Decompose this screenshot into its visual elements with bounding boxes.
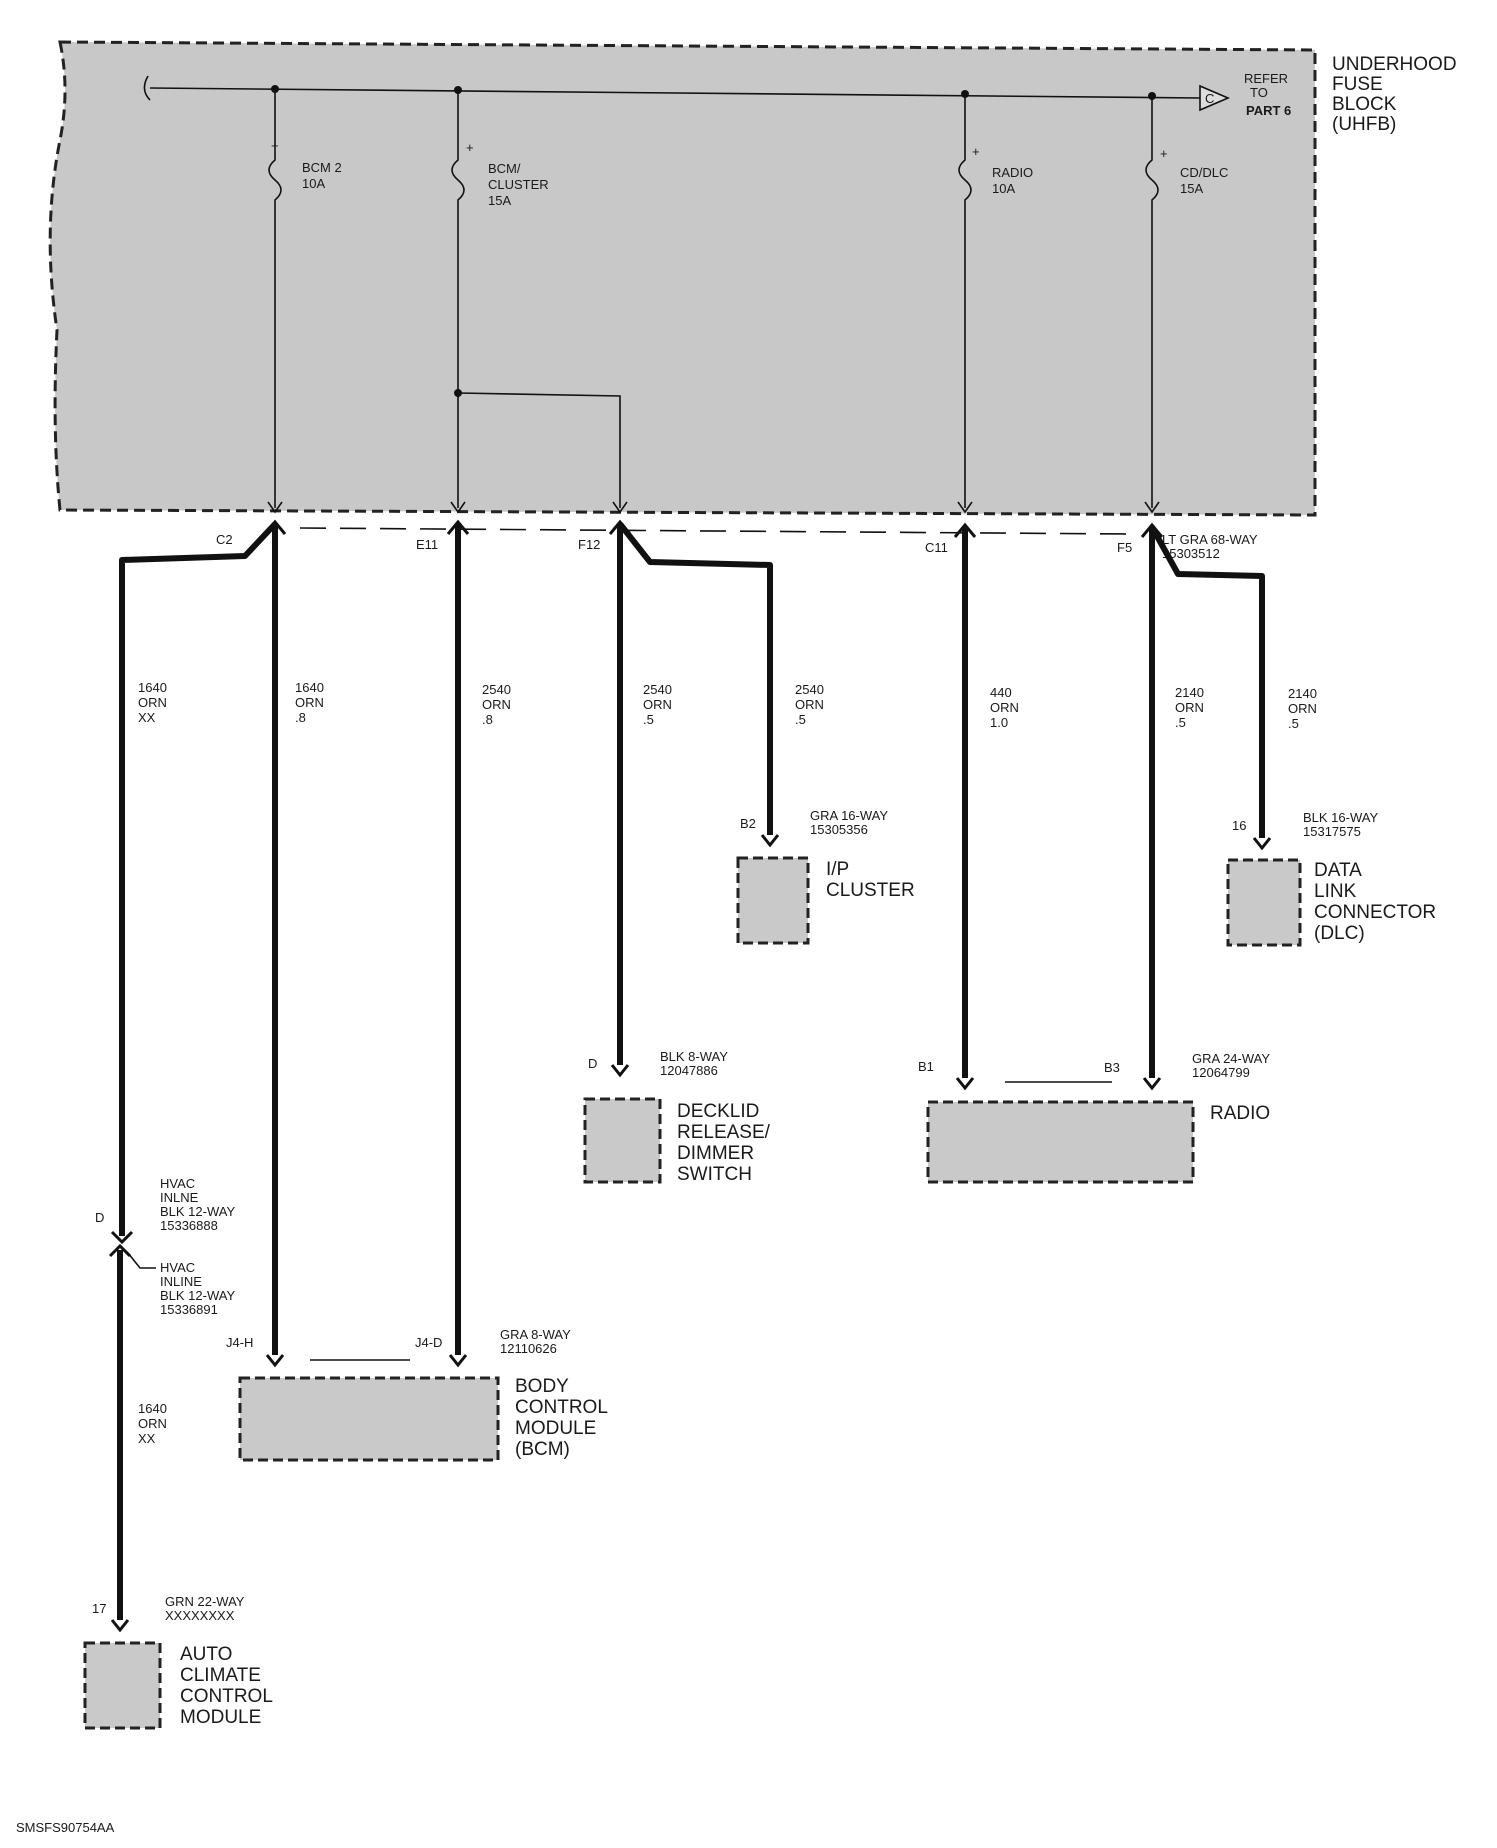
svg-text:D: D	[588, 1056, 598, 1071]
svg-text:1640: 1640	[138, 680, 167, 695]
svg-text:15303512: 15303512	[1162, 546, 1220, 561]
svg-text:.5: .5	[1288, 716, 1299, 731]
svg-text:.8: .8	[482, 712, 493, 727]
ip-cluster	[738, 808, 915, 943]
uhfb-connector-outline	[300, 528, 1130, 534]
fuse-block-title	[1332, 54, 1457, 135]
svg-text:GRA 16-WAY: GRA 16-WAY	[810, 808, 889, 823]
svg-text:ORN: ORN	[990, 700, 1019, 715]
svg-text:10A: 10A	[302, 176, 326, 191]
svg-text:ORN: ORN	[1175, 700, 1204, 715]
svg-text:.8: .8	[295, 710, 306, 725]
wire-2140-dlc	[1152, 527, 1262, 838]
svg-text:+: +	[271, 138, 279, 153]
svg-text:PART 6: PART 6	[1246, 103, 1292, 118]
svg-text:RELEASE/: RELEASE/	[677, 1122, 770, 1143]
svg-text:C11: C11	[925, 540, 948, 555]
svg-text:RADIO: RADIO	[992, 165, 1034, 180]
svg-text:12047886: 12047886	[660, 1063, 718, 1078]
svg-text:ORN: ORN	[138, 695, 167, 710]
figure-code: SMSFS90754AA	[16, 1820, 115, 1835]
svg-text:C: C	[1205, 91, 1215, 106]
svg-text:BCM 2: BCM 2	[302, 160, 342, 175]
svg-text:J4-H: J4-H	[226, 1335, 254, 1350]
svg-text:E11: E11	[416, 537, 439, 552]
svg-text:HVAC: HVAC	[160, 1176, 196, 1191]
svg-text:DATA: DATA	[1314, 860, 1362, 881]
hvac-inline-connector	[95, 1176, 235, 1317]
svg-text:B1: B1	[918, 1059, 934, 1074]
svg-text:15A: 15A	[488, 193, 512, 208]
svg-text:15317575: 15317575	[1303, 824, 1361, 839]
svg-text:2140: 2140	[1175, 685, 1204, 700]
svg-text:+: +	[1160, 146, 1168, 161]
svg-text:2540: 2540	[795, 682, 824, 697]
svg-text:SWITCH: SWITCH	[677, 1164, 752, 1185]
svg-text:LT GRA 68-WAY: LT GRA 68-WAY	[1162, 532, 1258, 547]
svg-text:17: 17	[92, 1601, 107, 1616]
svg-text:CONNECTOR: CONNECTOR	[1314, 902, 1437, 923]
svg-text:J4-D: J4-D	[415, 1335, 443, 1350]
svg-text:GRN 22-WAY: GRN 22-WAY	[165, 1594, 245, 1609]
svg-text:+: +	[972, 144, 980, 159]
svg-text:1640: 1640	[138, 1401, 167, 1416]
decklid-release-dimmer-switch	[585, 1049, 771, 1185]
svg-text:INLINE: INLINE	[160, 1274, 202, 1289]
svg-text:B2: B2	[740, 816, 756, 831]
svg-text:BLOCK: BLOCK	[1332, 94, 1397, 115]
svg-text:CLIMATE: CLIMATE	[180, 1665, 261, 1686]
svg-text:.5: .5	[643, 712, 654, 727]
auto-climate-control-module	[85, 1594, 273, 1728]
svg-text:BLK 8-WAY: BLK 8-WAY	[660, 1049, 728, 1064]
wire-2540-cluster	[620, 524, 770, 835]
svg-text:.5: .5	[795, 712, 806, 727]
svg-text:+: +	[466, 140, 474, 155]
svg-text:I/P: I/P	[826, 859, 850, 880]
svg-text:CONTROL: CONTROL	[180, 1686, 273, 1707]
svg-text:440: 440	[990, 685, 1012, 700]
svg-text:(UHFB): (UHFB)	[1332, 114, 1397, 135]
wire-1640-accm	[122, 524, 275, 1236]
svg-text:BODY: BODY	[515, 1376, 569, 1397]
svg-text:F5: F5	[1117, 540, 1133, 555]
svg-text:ORN: ORN	[643, 697, 672, 712]
svg-text:10A: 10A	[992, 181, 1016, 196]
svg-text:REFER: REFER	[1244, 71, 1289, 86]
uhfb-connector-label	[216, 532, 1258, 561]
svg-text:15336888: 15336888	[160, 1218, 218, 1233]
svg-text:(DLC): (DLC)	[1314, 923, 1365, 944]
svg-text:ORN: ORN	[795, 697, 824, 712]
svg-text:15A: 15A	[1180, 181, 1204, 196]
svg-text:MODULE: MODULE	[180, 1707, 262, 1728]
svg-text:XX: XX	[138, 1431, 156, 1446]
svg-text:2140: 2140	[1288, 686, 1317, 701]
svg-text:MODULE: MODULE	[515, 1418, 597, 1439]
svg-text:16: 16	[1232, 818, 1247, 833]
svg-text:1640: 1640	[295, 680, 324, 695]
svg-text:INLNE: INLNE	[160, 1190, 199, 1205]
body-control-module	[226, 1327, 608, 1460]
svg-text:BLK 12-WAY: BLK 12-WAY	[160, 1288, 236, 1303]
svg-text:2540: 2540	[482, 682, 511, 697]
svg-text:XX: XX	[138, 710, 156, 725]
svg-text:ORN: ORN	[1288, 701, 1317, 716]
svg-text:CLUSTER: CLUSTER	[488, 177, 549, 192]
svg-text:1.0: 1.0	[990, 715, 1009, 730]
svg-text:LINK: LINK	[1314, 881, 1357, 902]
svg-text:HVAC: HVAC	[160, 1260, 196, 1275]
svg-text:D: D	[95, 1210, 105, 1225]
svg-text:RADIO: RADIO	[1210, 1103, 1271, 1124]
svg-text:B3: B3	[1104, 1060, 1120, 1075]
svg-text:TO: TO	[1250, 85, 1268, 100]
svg-text:CONTROL: CONTROL	[515, 1397, 608, 1418]
svg-text:12064799: 12064799	[1192, 1065, 1250, 1080]
svg-text:ORN: ORN	[295, 695, 324, 710]
svg-text:DIMMER: DIMMER	[677, 1143, 755, 1164]
svg-text:FUSE: FUSE	[1332, 74, 1383, 95]
svg-text:(BCM): (BCM)	[515, 1439, 570, 1460]
svg-text:CD/DLC: CD/DLC	[1180, 165, 1229, 180]
svg-text:BLK 12-WAY: BLK 12-WAY	[160, 1204, 236, 1219]
fuse-block-outline	[50, 42, 1315, 515]
svg-text:DECKLID: DECKLID	[677, 1101, 760, 1122]
svg-text:GRA 24-WAY: GRA 24-WAY	[1192, 1051, 1271, 1066]
svg-text:CLUSTER: CLUSTER	[826, 880, 915, 901]
svg-text:12110626: 12110626	[500, 1341, 557, 1356]
svg-text:15336891: 15336891	[160, 1302, 218, 1317]
svg-text:BCM/: BCM/	[488, 161, 521, 176]
svg-text:GRA 8-WAY: GRA 8-WAY	[500, 1327, 571, 1342]
svg-text:BLK 16-WAY: BLK 16-WAY	[1303, 810, 1379, 825]
svg-text:ORN: ORN	[138, 1416, 167, 1431]
svg-text:2540: 2540	[643, 682, 672, 697]
svg-text:UNDERHOOD: UNDERHOOD	[1332, 54, 1457, 75]
svg-text:AUTO: AUTO	[180, 1644, 233, 1665]
svg-text:.5: .5	[1175, 715, 1186, 730]
radio	[918, 1051, 1270, 1182]
svg-text:ORN: ORN	[482, 697, 511, 712]
svg-text:XXXXXXXX: XXXXXXXX	[165, 1608, 235, 1623]
svg-text:C2: C2	[216, 532, 233, 547]
svg-text:15305356: 15305356	[810, 822, 868, 837]
svg-text:F12: F12	[578, 537, 601, 552]
